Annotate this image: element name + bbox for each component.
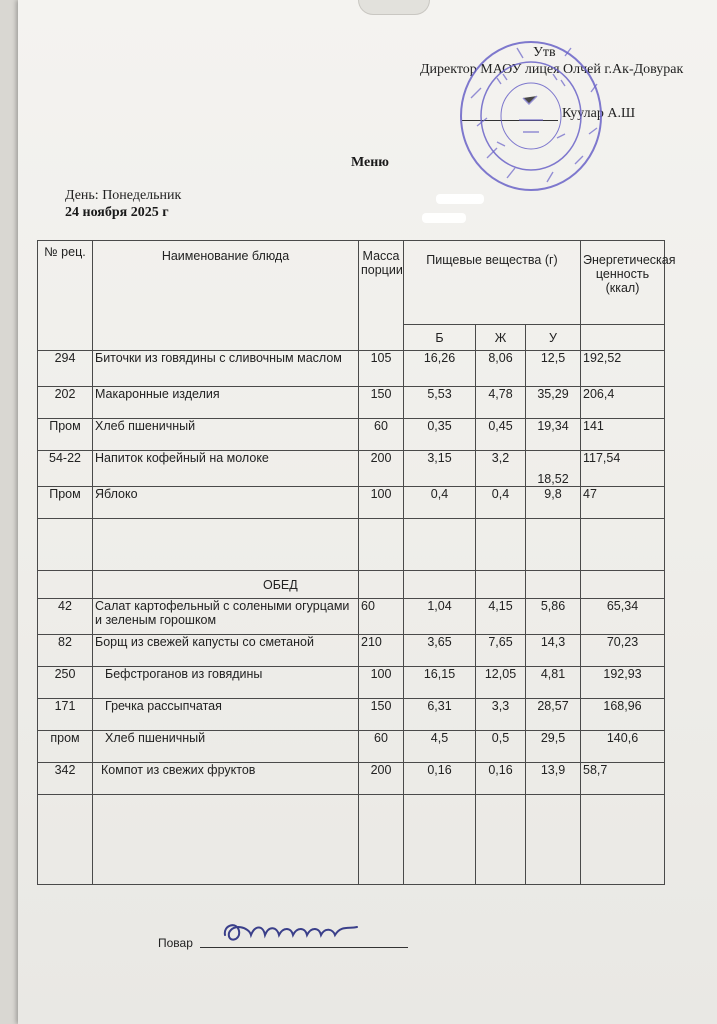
row-b: 16,15 — [404, 667, 476, 699]
page-title: Меню — [351, 155, 390, 170]
row-zh: 0,5 — [476, 731, 526, 763]
row-b: 3,15 — [404, 451, 476, 487]
director-name: Куулар А.Ш — [562, 106, 636, 121]
row-kcal: 206,4 — [581, 387, 665, 419]
row-u: 12,5 — [526, 351, 581, 387]
row-mass: 105 — [359, 351, 404, 387]
row-u: 18,52 — [526, 451, 581, 487]
cook-label: Повар — [158, 936, 193, 950]
table-row — [38, 451, 665, 487]
glare — [436, 194, 484, 204]
row-zh: 4,15 — [476, 599, 526, 635]
row-name: Напиток кофейный на молоке — [93, 451, 359, 487]
row-b: 3,65 — [404, 635, 476, 667]
header-num: № рец. — [38, 241, 93, 351]
row-num: Пром — [38, 419, 93, 451]
table-row — [38, 699, 665, 731]
row-num: 294 — [38, 351, 93, 387]
row-zh: 4,78 — [476, 387, 526, 419]
row-b: 6,31 — [404, 699, 476, 731]
row-u: 5,86 — [526, 599, 581, 635]
header-u: У — [526, 325, 581, 351]
row-mass: 200 — [359, 451, 404, 487]
row-kcal: 65,34 — [581, 599, 665, 635]
glare — [422, 213, 466, 223]
header-zh: Ж — [476, 325, 526, 351]
approval-line: Директор МАОУ лицея Олчей г.Ак-Довурак — [420, 62, 684, 77]
header-name: Наименование блюда — [93, 241, 359, 351]
row-mass: 200 — [359, 763, 404, 795]
row-u: 13,9 — [526, 763, 581, 795]
row-num: 202 — [38, 387, 93, 419]
header-mass: Масса порции — [359, 241, 404, 351]
pin-holder — [358, 0, 430, 15]
row-name: Борщ из свежей капусты со сметаной — [93, 635, 359, 667]
row-kcal: 192,52 — [581, 351, 665, 387]
row-num: 250 — [38, 667, 93, 699]
row-name: Яблоко — [93, 487, 359, 519]
row-mass: 150 — [359, 387, 404, 419]
menu-table — [37, 240, 676, 885]
row-zh: 12,05 — [476, 667, 526, 699]
row-b: 16,26 — [404, 351, 476, 387]
row-num: 82 — [38, 635, 93, 667]
row-mass: 60 — [359, 419, 404, 451]
row-zh: 3,3 — [476, 699, 526, 731]
row-kcal: 192,93 — [581, 667, 665, 699]
row-b: 0,4 — [404, 487, 476, 519]
row-mass: 60 — [359, 731, 404, 763]
row-num: 171 — [38, 699, 93, 731]
cook-signature — [215, 905, 365, 955]
row-mass: 60 — [359, 599, 404, 635]
row-kcal: 70,23 — [581, 635, 665, 667]
table-row — [38, 635, 665, 667]
row-kcal: 141 — [581, 419, 665, 451]
row-zh: 8,06 — [476, 351, 526, 387]
row-mass: 100 — [359, 667, 404, 699]
row-zh: 0,45 — [476, 419, 526, 451]
row-name: Хлеб пшеничный — [93, 731, 359, 763]
row-u: 35,29 — [526, 387, 581, 419]
row-name: Биточки из говядины с сливочным маслом — [93, 351, 359, 387]
row-u: 4,81 — [526, 667, 581, 699]
approval-word: Утв — [533, 45, 556, 60]
lunch-section-label: ОБЕД — [93, 571, 359, 599]
row-zh: 0,4 — [476, 487, 526, 519]
row-b: 0,35 — [404, 419, 476, 451]
section-row — [38, 571, 665, 599]
row-mass: 100 — [359, 487, 404, 519]
table-row — [38, 419, 665, 451]
row-b: 5,53 — [404, 387, 476, 419]
row-kcal: 168,96 — [581, 699, 665, 731]
row-zh: 3,2 — [476, 451, 526, 487]
row-u: 9,8 — [526, 487, 581, 519]
row-b: 1,04 — [404, 599, 476, 635]
row-b: 0,16 — [404, 763, 476, 795]
table-row — [38, 763, 665, 795]
empty-row — [38, 519, 665, 571]
table-row — [38, 487, 665, 519]
row-mass: 210 — [359, 635, 404, 667]
header-b: Б — [404, 325, 476, 351]
row-b: 4,5 — [404, 731, 476, 763]
row-kcal: 47 — [581, 487, 665, 519]
row-num: 54-22 — [38, 451, 93, 487]
header-energy-empty — [581, 325, 665, 351]
table-row — [38, 351, 665, 387]
row-mass: 150 — [359, 699, 404, 731]
table-row — [38, 599, 665, 635]
day-label: День: Понедельник — [65, 188, 182, 203]
header-energy: Энергетическая ценность (ккал) — [581, 241, 665, 325]
table-row — [38, 731, 665, 763]
row-num: 42 — [38, 599, 93, 635]
row-zh: 7,65 — [476, 635, 526, 667]
official-stamp — [457, 38, 605, 194]
row-name: Гречка рассыпчатая — [93, 699, 359, 731]
row-num: пром — [38, 731, 93, 763]
header-nutrients: Пищевые вещества (г) — [404, 241, 581, 325]
row-name: Хлеб пшеничный — [93, 419, 359, 451]
table-row — [38, 387, 665, 419]
empty-row — [38, 795, 665, 885]
row-name: Компот из свежих фруктов — [93, 763, 359, 795]
row-kcal: 58,7 — [581, 763, 665, 795]
row-u: 29,5 — [526, 731, 581, 763]
row-u: 14,3 — [526, 635, 581, 667]
row-num: Пром — [38, 487, 93, 519]
row-name: Бефстроганов из говядины — [93, 667, 359, 699]
row-u: 28,57 — [526, 699, 581, 731]
row-zh: 0,16 — [476, 763, 526, 795]
row-kcal: 117,54 — [581, 451, 665, 487]
row-num: 342 — [38, 763, 93, 795]
table-row — [38, 667, 665, 699]
date-label: 24 ноября 2025 г — [65, 205, 169, 220]
row-kcal: 140,6 — [581, 731, 665, 763]
row-name: Макаронные изделия — [93, 387, 359, 419]
row-u: 19,34 — [526, 419, 581, 451]
row-name: Салат картофельный с солеными огурцами и зеленым горошком — [93, 599, 359, 635]
